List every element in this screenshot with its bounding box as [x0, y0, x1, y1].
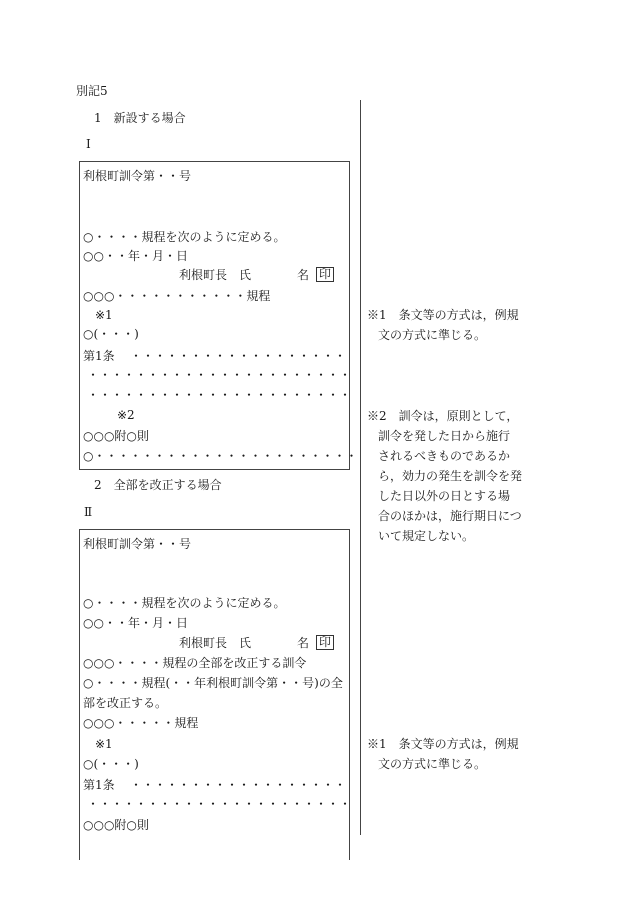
- s1-mayor-label: 利根町長 氏: [179, 268, 252, 282]
- s2-amend-line-1: ○・・・・規程(・・年利根町訓令第・・号)の全: [83, 676, 343, 690]
- s1-note-ref-2: ※2: [117, 408, 135, 422]
- s1-last-line: ○・・・・・・・・・・・・・・・・・・・・・・: [83, 449, 358, 463]
- note2-line-5: した日以外の日とする場: [378, 489, 511, 503]
- note1-line-1: ※1 条文等の方式は，例規: [367, 308, 519, 322]
- s2-rule-title: ○○○・・・・・規程: [83, 716, 199, 730]
- document-heading: 別記5: [76, 84, 108, 98]
- s1-seal-mark: [316, 267, 334, 282]
- section1-title: 1 新設する場合: [94, 111, 186, 125]
- s1-supplementary: ○○○附○則: [83, 429, 149, 443]
- note2-line-4: ら，効力の発生を訓令を発: [378, 469, 523, 483]
- s1-doc-number: 利根町訓令第・・号: [83, 169, 192, 183]
- s1-seal-text: 印: [316, 267, 334, 282]
- note2-line-1: ※2 訓令は，原則として，: [367, 409, 519, 423]
- note2-line-3: されるべきものであるか: [378, 449, 511, 463]
- s2-mayor-label: 利根町長 氏: [179, 636, 252, 650]
- s2-mayor-name: 名: [297, 636, 310, 650]
- s1-enact-line: ○・・・・規程を次のように定める。: [83, 230, 286, 244]
- s2-seal-mark: [316, 635, 334, 650]
- section1-sample-box: [79, 161, 350, 470]
- column-divider: [360, 100, 361, 835]
- s1-article-label: 第1条: [83, 349, 115, 363]
- s1-dots-line-1: ・・・・・・・・・・・・・・・・・・・・・・: [87, 368, 352, 382]
- s2-paren-line: ○(・・・): [83, 757, 139, 771]
- note3-line-1: ※1 条文等の方式は，例規: [367, 737, 519, 751]
- note2-line-2: 訓令を発した日から施行: [378, 429, 511, 443]
- s1-date-line: ○○・・年・月・日: [83, 249, 188, 263]
- s1-mayor-name: 名: [297, 268, 310, 282]
- s2-amend-line-2: 部を改正する。: [83, 696, 168, 710]
- s2-article-dots: ・・・・・・・・・・・・・・・・・・: [130, 778, 347, 792]
- section2-roman: Ⅱ: [84, 505, 93, 519]
- s2-enact-line: ○・・・・規程を次のように定める。: [83, 596, 286, 610]
- s2-supplementary: ○○○附○則: [83, 818, 149, 832]
- s1-dots-line-2: ・・・・・・・・・・・・・・・・・・・・・・: [87, 388, 352, 402]
- s2-seal-text: 印: [316, 635, 334, 650]
- s2-article-label: 第1条: [83, 778, 115, 792]
- note2-line-7: いて規定しない。: [378, 529, 475, 543]
- s1-note-ref-1: ※1: [95, 308, 113, 322]
- note3-line-2: 文の方式に準じる。: [378, 757, 487, 771]
- section2-title: 2 全部を改正する場合: [94, 478, 222, 492]
- section1-roman: Ⅰ: [86, 137, 91, 151]
- s1-article-dots: ・・・・・・・・・・・・・・・・・・: [130, 349, 347, 363]
- s2-amend-title: ○○○・・・・規程の全部を改正する訓令: [83, 656, 307, 670]
- note2-line-6: 合のほかは，施行期日につ: [378, 509, 522, 523]
- s2-date-line: ○○・・年・月・日: [83, 616, 188, 630]
- s2-doc-number: 利根町訓令第・・号: [83, 537, 192, 551]
- s1-rule-title: ○○○・・・・・・・・・・・規程: [83, 289, 271, 303]
- s2-note-ref-1: ※1: [95, 737, 113, 751]
- note1-line-2: 文の方式に準じる。: [378, 328, 487, 342]
- s1-paren-line: ○(・・・): [83, 327, 139, 341]
- s2-dots-line-1: ・・・・・・・・・・・・・・・・・・・・・・: [87, 797, 352, 811]
